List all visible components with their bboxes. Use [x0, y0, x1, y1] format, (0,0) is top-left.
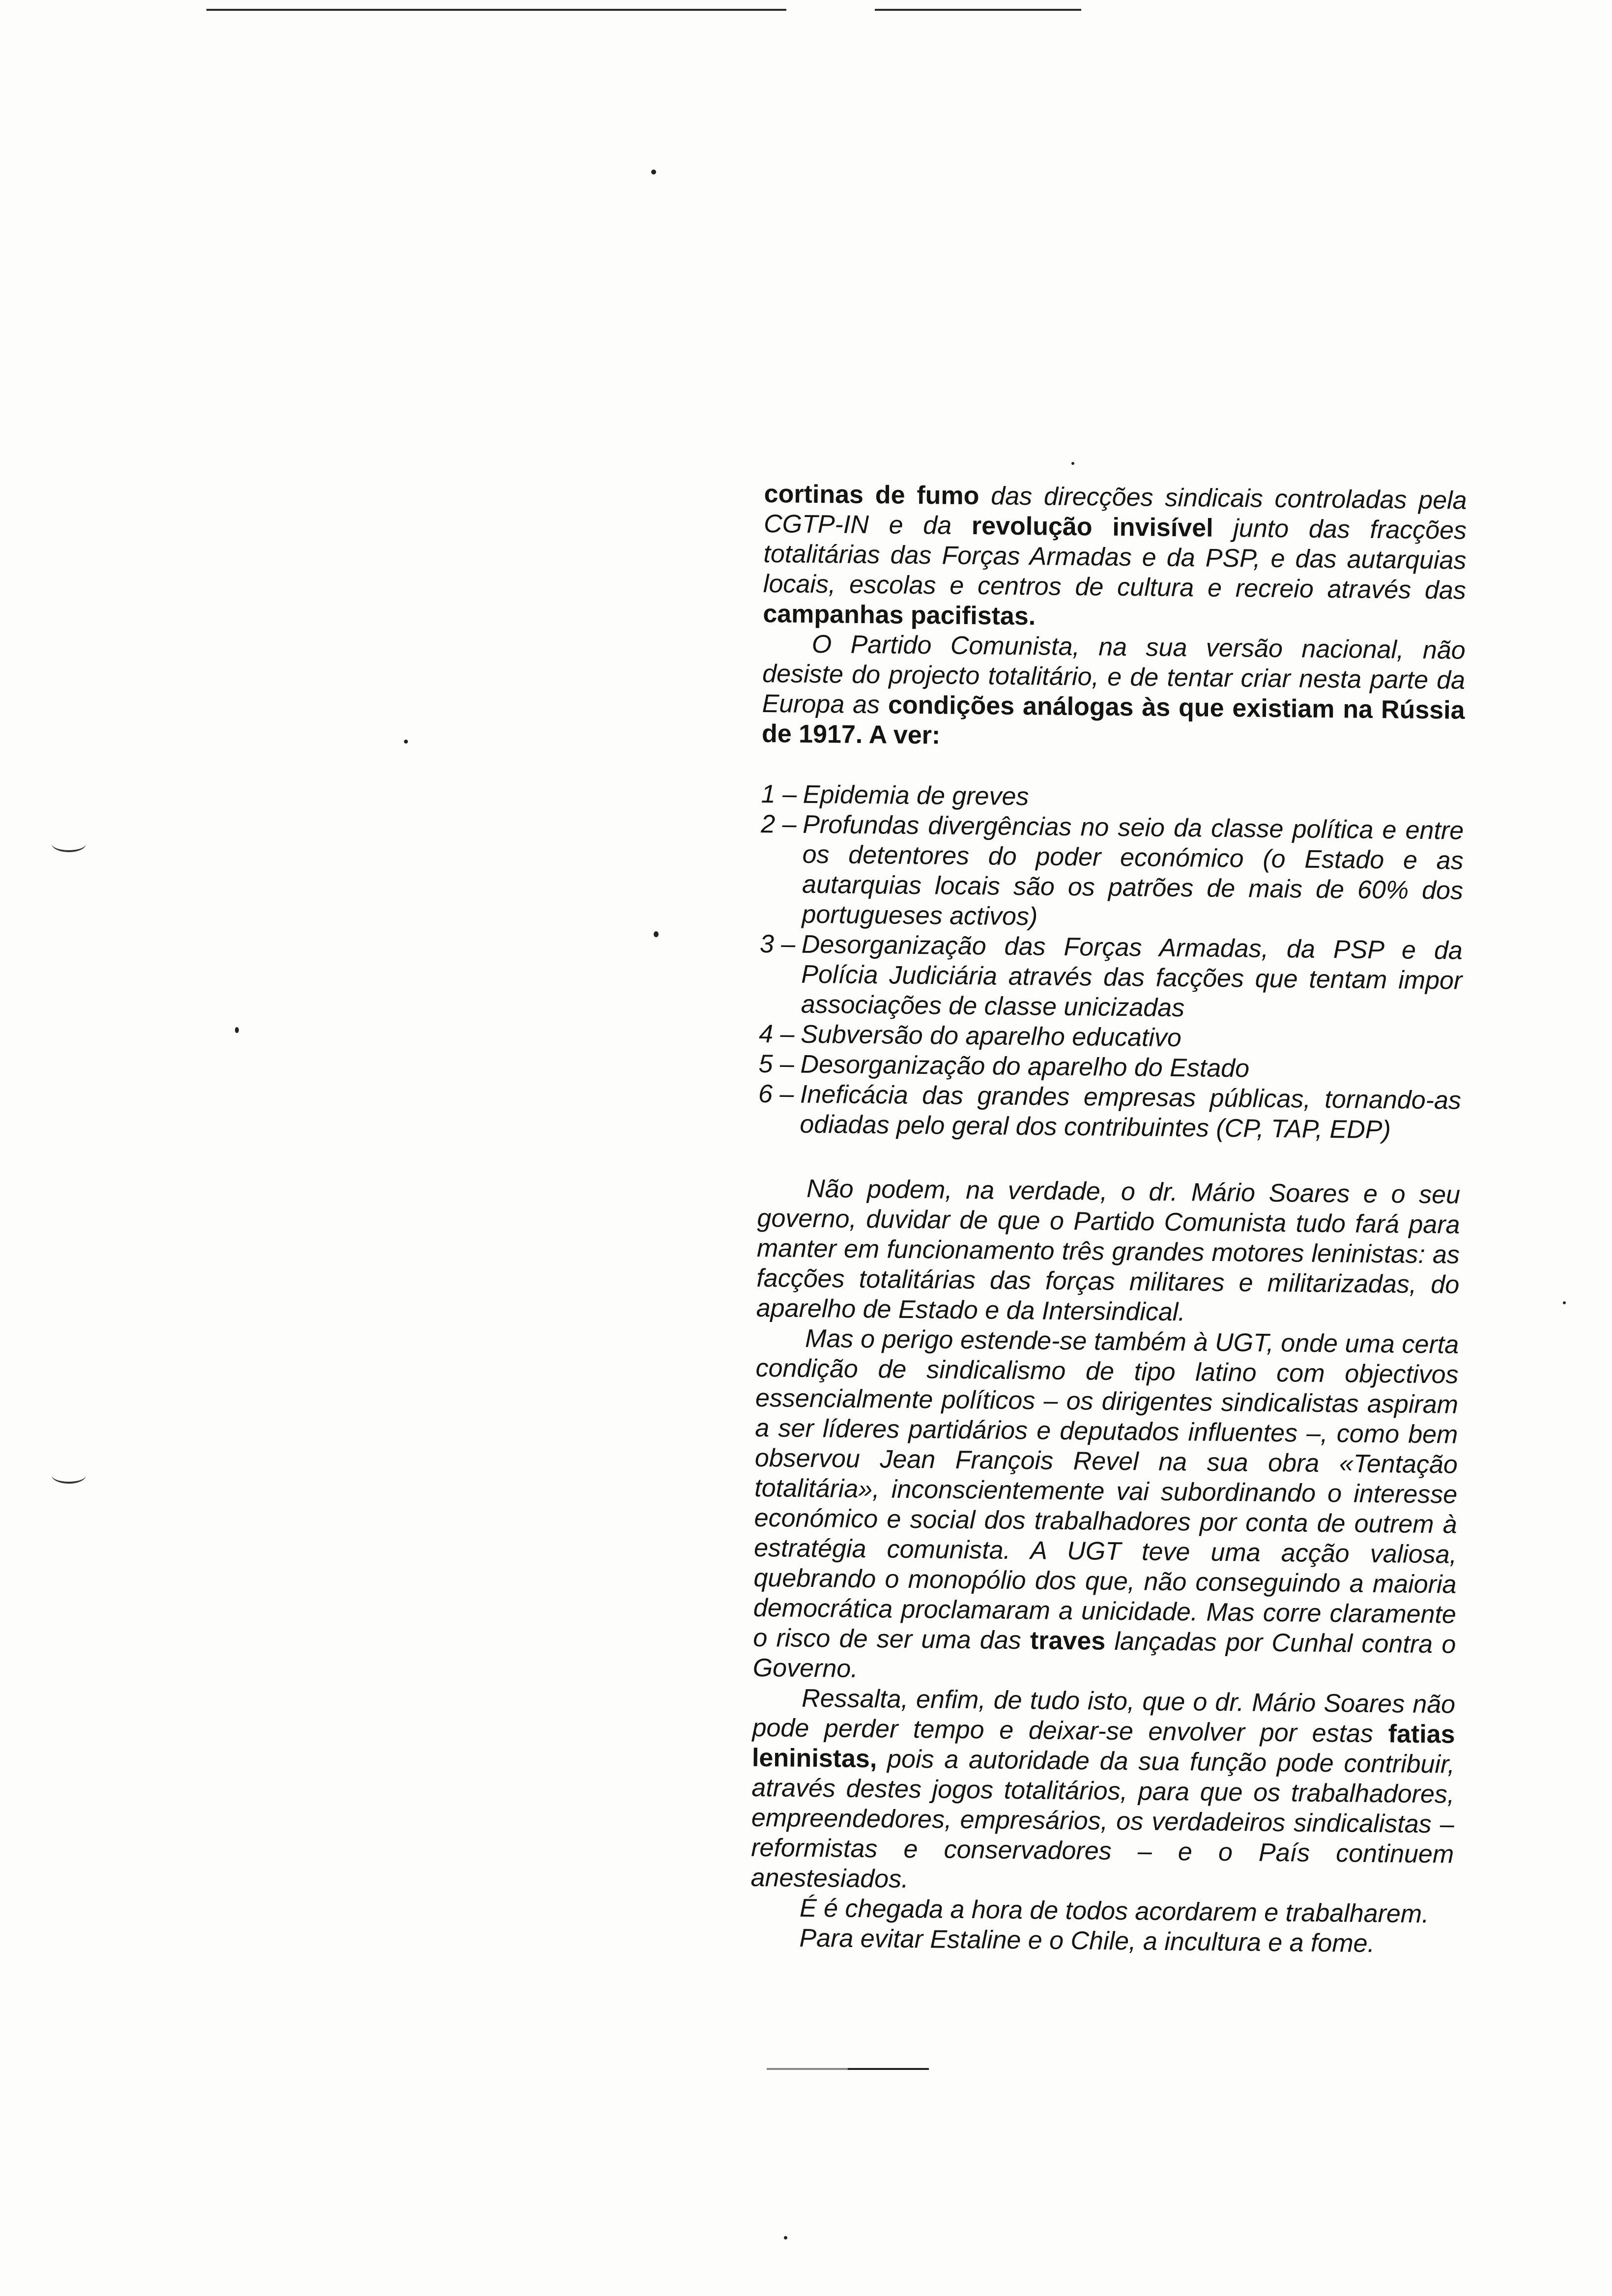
- ink-speck: [654, 931, 659, 937]
- bold-phrase: campanhas pacifistas.: [763, 599, 1036, 631]
- top-rule-left: [206, 9, 786, 11]
- paragraph: Para evitar Estaline e o Chile, a incultura e a fome.: [799, 1923, 1375, 1958]
- binding-hole-mark: [52, 1467, 86, 1484]
- ink-speck: [651, 170, 656, 174]
- list-item-text: Desorganização das Forças Armadas, da PSP e da Polícia Judiciária através das facções que tentam impor associações de classe unicizadas: [801, 930, 1463, 1023]
- list-item-text: Ineficácia das grandes empresas públicas, tornando-as odiadas pelo geral dos contribuintes (CP, TAP, EDP): [800, 1080, 1462, 1145]
- bold-phrase: fatias leninistas,: [751, 1720, 1455, 1774]
- paragraph: [752, 1323, 1459, 1690]
- text-run: das direcções sindicais controladas pela CGTP-IN e da: [763, 482, 1467, 541]
- paragraph: Não podem, na verdade, o dr. Mário Soares e o seu governo, duvidar de que o Partido Comunista tudo fará para manter em funcionamento três grandes motores leninistas: as facções totalitárias das forças militares e militarizadas, do aparelho de Estado e da Intersindical.: [756, 1174, 1461, 1327]
- end-of-article-rule: [767, 2068, 929, 2070]
- text-run: O Partido Comunista, na sua versão nacional, não desiste do projecto totalitário, e de tentar criar nesta parte da Europa as: [762, 630, 1466, 719]
- list-number: 3 –: [759, 929, 796, 959]
- ink-speck: [1563, 1301, 1566, 1304]
- text-run: lançadas por Cunhal contra o Governo.: [752, 1627, 1456, 1683]
- ink-speck: [404, 740, 408, 744]
- paragraph: [762, 629, 1466, 756]
- paragraph: É é chegada a hora de todos acordarem e trabalharem.: [799, 1894, 1429, 1929]
- text-run: pois a autoridade da sua função pode contribuir, através destes jogos totalitários, para que os trabalhadores, empreendedores, empresários, os verdadeiros sindicalistas – reformistas e conservadores – e o País continuem anestesiados.: [750, 1745, 1455, 1894]
- paragraph: [750, 1683, 1455, 1900]
- list-number: 2 –: [760, 809, 797, 839]
- text-run: Ressalta, enfim, de tudo isto, que o dr. Mário Soares não pode perder tempo e deixar-se envolver por estas: [752, 1684, 1456, 1749]
- list-number: 6 –: [758, 1079, 794, 1109]
- list-item-text: Subversão do aparelho educativo: [800, 1020, 1182, 1053]
- article-text: [750, 479, 1467, 1960]
- paragraph: [763, 479, 1467, 636]
- bold-phrase: traves: [1030, 1626, 1106, 1656]
- list-number: 1 –: [761, 779, 797, 809]
- ink-speck: [784, 2236, 787, 2239]
- bold-phrase: condições análogas às que existiam na Rússia de 1917. A ver:: [761, 690, 1465, 750]
- list-item: [760, 809, 1464, 936]
- bold-phrase: cortinas de fumo: [764, 479, 979, 511]
- list-number: 4 –: [758, 1019, 795, 1049]
- top-rule-right: [875, 9, 1081, 11]
- ink-speck: [235, 1027, 239, 1033]
- list-item-text: Desorganização do aparelho do Estado: [800, 1050, 1250, 1083]
- list-item: [759, 929, 1463, 1026]
- bold-phrase: revolução invisível: [971, 512, 1213, 543]
- numbered-list: [758, 779, 1464, 1146]
- text-run: Mas o perigo estende-se também à UGT, onde uma certa condição de sindicalismo de tipo latino com objectivos essencialmente políticos – os dirigentes sindicalistas aspiram a ser líderes partidários e deputados influentes –, como bem observou Jean François Revel na sua obra «Tentação totalitária», inconscientemente vai subordinando o interesse económico e social dos trabalhadores por conta de outrem à estratégia comunista. A UGT teve uma acção valiosa, quebrando o monopólio dos que, não conseguindo a maioria democrática proclamaram a unicidade. Mas corre claramente o risco de ser uma das: [753, 1324, 1459, 1655]
- list-number: 5 –: [758, 1049, 795, 1079]
- ink-speck: [1071, 462, 1074, 465]
- binding-hole-mark: [52, 835, 86, 852]
- text-run: junto das fracções totalitárias das Forças Armadas e da PSP, e das autarquias locais, escolas e centros de cultura e recreio através das: [763, 514, 1467, 605]
- list-item-text: Epidemia de greves: [803, 780, 1029, 811]
- list-item-text: Profundas divergências no seio da classe política e entre os detentores do poder económico (o Estado e as autarquias locais são os patrões de mais de 60% dos portugueses activos): [802, 810, 1464, 931]
- list-item: [758, 1079, 1461, 1146]
